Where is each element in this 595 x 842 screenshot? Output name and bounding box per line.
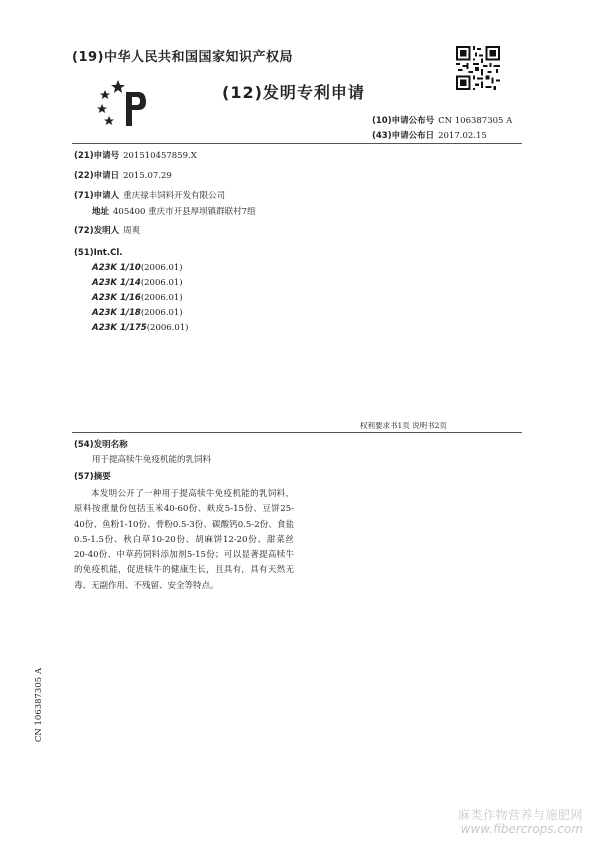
sipo-logo-icon (96, 78, 156, 128)
filing-date-value: 2015.07.29 (123, 171, 172, 181)
watermark-url: www.fibercrops.com (460, 822, 583, 836)
application-number-value: 201510457859.X (123, 151, 197, 161)
ipc-entry (92, 293, 183, 303)
ipc-code: A23K 1/10 (92, 263, 141, 273)
ipc-entry (92, 263, 183, 273)
publication-number-label: (10)申请公布号 (372, 116, 435, 126)
ipc-code: A23K 1/175 (92, 323, 147, 333)
abstract-label: (57)摘要 (74, 472, 111, 482)
ipc-version: (2006.01) (146, 323, 189, 333)
publication-number-value: CN 106387305 A (438, 116, 513, 126)
abstract-text: 本发明公开了一种用于提高犊牛免疫机能的乳饲料，原料按重量份包括玉米40-60份、麸皮5-15份、豆饼25-40份、鱼粉1-10份、骨粉0.5-3份、碳酸钙0.5-2份、食盐0.5-1.5份、秋白草10-20份、胡麻饼12-20份、甜菜丝20-40份、中草药饲料添加剂5-15份；可以显著提高犊牛的免疫机能，促进犊牛的健康生长，且具有，具有天然无毒、无副作用、不残留、安全等特点。 (74, 489, 294, 591)
ipc-entry (92, 278, 183, 288)
filing-date-label: (22)申请日 (74, 171, 120, 181)
ipc-code: A23K 1/18 (92, 308, 141, 318)
ipc-version: (2006.01) (140, 308, 183, 318)
invention-title: 用于提高犊牛免疫机能的乳饲料 (92, 455, 212, 465)
office-name: (19)中华人民共和国国家知识产权局 (72, 50, 293, 65)
publication-date-value: 2017.02.15 (438, 131, 487, 141)
inventor-value: 周爽 (123, 226, 141, 236)
ipc-version: (2006.01) (140, 278, 183, 288)
ipc-code: A23K 1/16 (92, 293, 141, 303)
side-publication-code: CN 106387305 A (34, 668, 44, 743)
watermark-site-name: 麻类作物营养与施肥网 (457, 808, 583, 822)
publication-date (372, 129, 487, 141)
page-count-info: 权利要求书1页 说明书2页 (360, 421, 447, 430)
filing-date (74, 169, 172, 181)
document-type-title: (12)发明专利申请 (222, 83, 365, 102)
publication-number (372, 114, 512, 126)
publication-date-label: (43)申请公布日 (372, 131, 435, 141)
inventor (74, 224, 140, 236)
ipc-entry (92, 308, 183, 318)
int-cl-label: (51)Int.Cl. (74, 248, 123, 258)
qr-code-icon[interactable] (456, 46, 500, 90)
ipc-code: A23K 1/14 (92, 278, 141, 288)
application-number-label: (21)申请号 (74, 151, 120, 161)
int-cl (74, 248, 123, 258)
header-divider (72, 143, 522, 144)
address-label: 地址 (92, 207, 110, 217)
ipc-entry (92, 323, 189, 333)
address-value: 405400 重庆市开县厚坝镇群联村7组 (113, 207, 256, 217)
ipc-version: (2006.01) (140, 293, 183, 303)
invention-title-label: (54)发明名称 (74, 440, 128, 450)
section-divider (72, 432, 522, 433)
application-number (74, 149, 197, 161)
ipc-version: (2006.01) (140, 263, 183, 273)
address (92, 205, 256, 217)
applicant-label: (71)申请人 (74, 191, 120, 201)
applicant-value: 重庆禄丰饲料开发有限公司 (123, 191, 226, 201)
inventor-label: (72)发明人 (74, 226, 120, 236)
applicant (74, 189, 225, 201)
